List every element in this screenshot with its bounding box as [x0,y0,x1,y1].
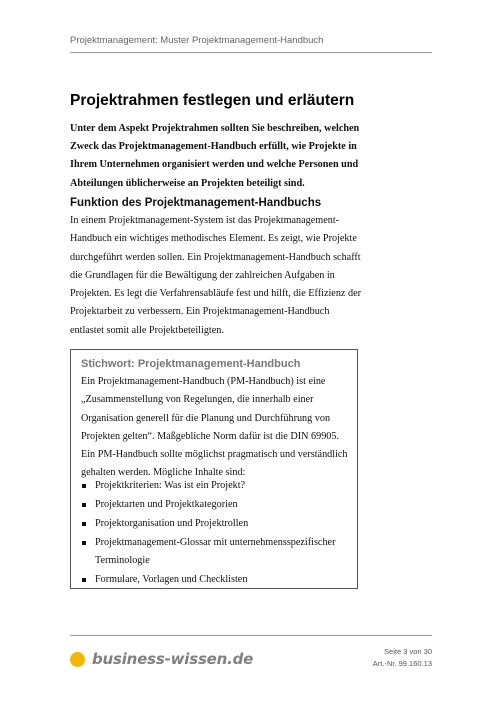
list-item-text: Projektmanagement-Glossar mit unternehmensspezifischer Terminologie [95,537,336,567]
list-item-text: Projektarten und Projektkategorien [95,499,238,511]
logo-text: business-wissen.de [92,650,254,668]
list-item [79,496,349,514]
intro-paragraph: Unter dem Aspekt Projektrahmen sollten Sie beschreiben, welchen Zweck das Projektmanagement-Handbuch erfüllt, wie Projekte in Ihrem Unternehmen organisiert werden und welche Personen und Abteilungen üblicherweise an Projekten beteiligt sind. [70,123,360,189]
body-paragraph: In einem Projektmanagement-System ist das Projektmanagement-Handbuch ein wichtiges methodisches Element. Es zeigt, wie Projekte durchgeführt werden sollen. Ein Projektmanagement-Handbuch schafft die Grundlagen für die Bewältigung der zahlreichen Aufgaben in Projekten. Es legt die Verfahrensabläufe fest und hilft, die Effizienz der Projektarbeit zu verbessern. Ein Projektmanagement-Handbuch entlastet somit alle Projektbeteiligten. [70,215,361,336]
article-number: Art.-Nr. 99.160.13 [372,659,432,668]
footer-divider [70,635,432,636]
callout-title: Stichwort: Projektmanagement-Handbuch [81,358,301,370]
list-item [79,515,349,533]
bullet-icon [82,522,86,526]
header-divider [70,52,432,53]
list-item [79,534,349,570]
list-item [79,477,349,495]
callout-list [79,477,349,591]
bullet-icon [82,541,86,545]
logo-dot-icon [70,652,85,667]
bullet-icon [82,503,86,507]
callout-text-after: . Maßgebliche Norm dafür ist die DIN 69905. Ein PM-Handbuch sollte möglichst pragmatisch und verständlich gehalten werden. Mögliche Inhalte sind: [81,430,348,479]
keyword-callout-box [70,349,358,589]
list-item-text: Projektorganisation und Projektrollen [95,518,249,530]
business-wissen-logo[interactable] [70,648,253,670]
list-item-text: Projektkriterien: Was ist ein Projekt? [95,480,246,491]
page-heading: Projektrahmen festlegen und erläutern [70,92,355,109]
bullet-icon [82,578,86,582]
bullet-icon [82,484,86,488]
section-subheading: Funktion des Projektmanagement-Handbuchs [70,197,322,209]
callout-text-before: Ein Projektmanagement-Handbuch (PM-Handbuch) ist eine [81,376,326,387]
list-item [79,571,349,589]
callout-paragraph [81,373,351,483]
callout-quote: „Zusammenstellung von Regelungen, die innerhalb einer Organisation generell für die Planung und Durchführung von Projekten gelten“ [81,394,331,442]
header-title: Projektmanagement: Muster Projektmanagement-Handbuch [70,35,324,46]
list-item-text: Formulare, Vorlagen und Checklisten [95,574,248,586]
page-info [373,646,432,670]
page-number: Seite 3 von 30 [384,647,432,656]
